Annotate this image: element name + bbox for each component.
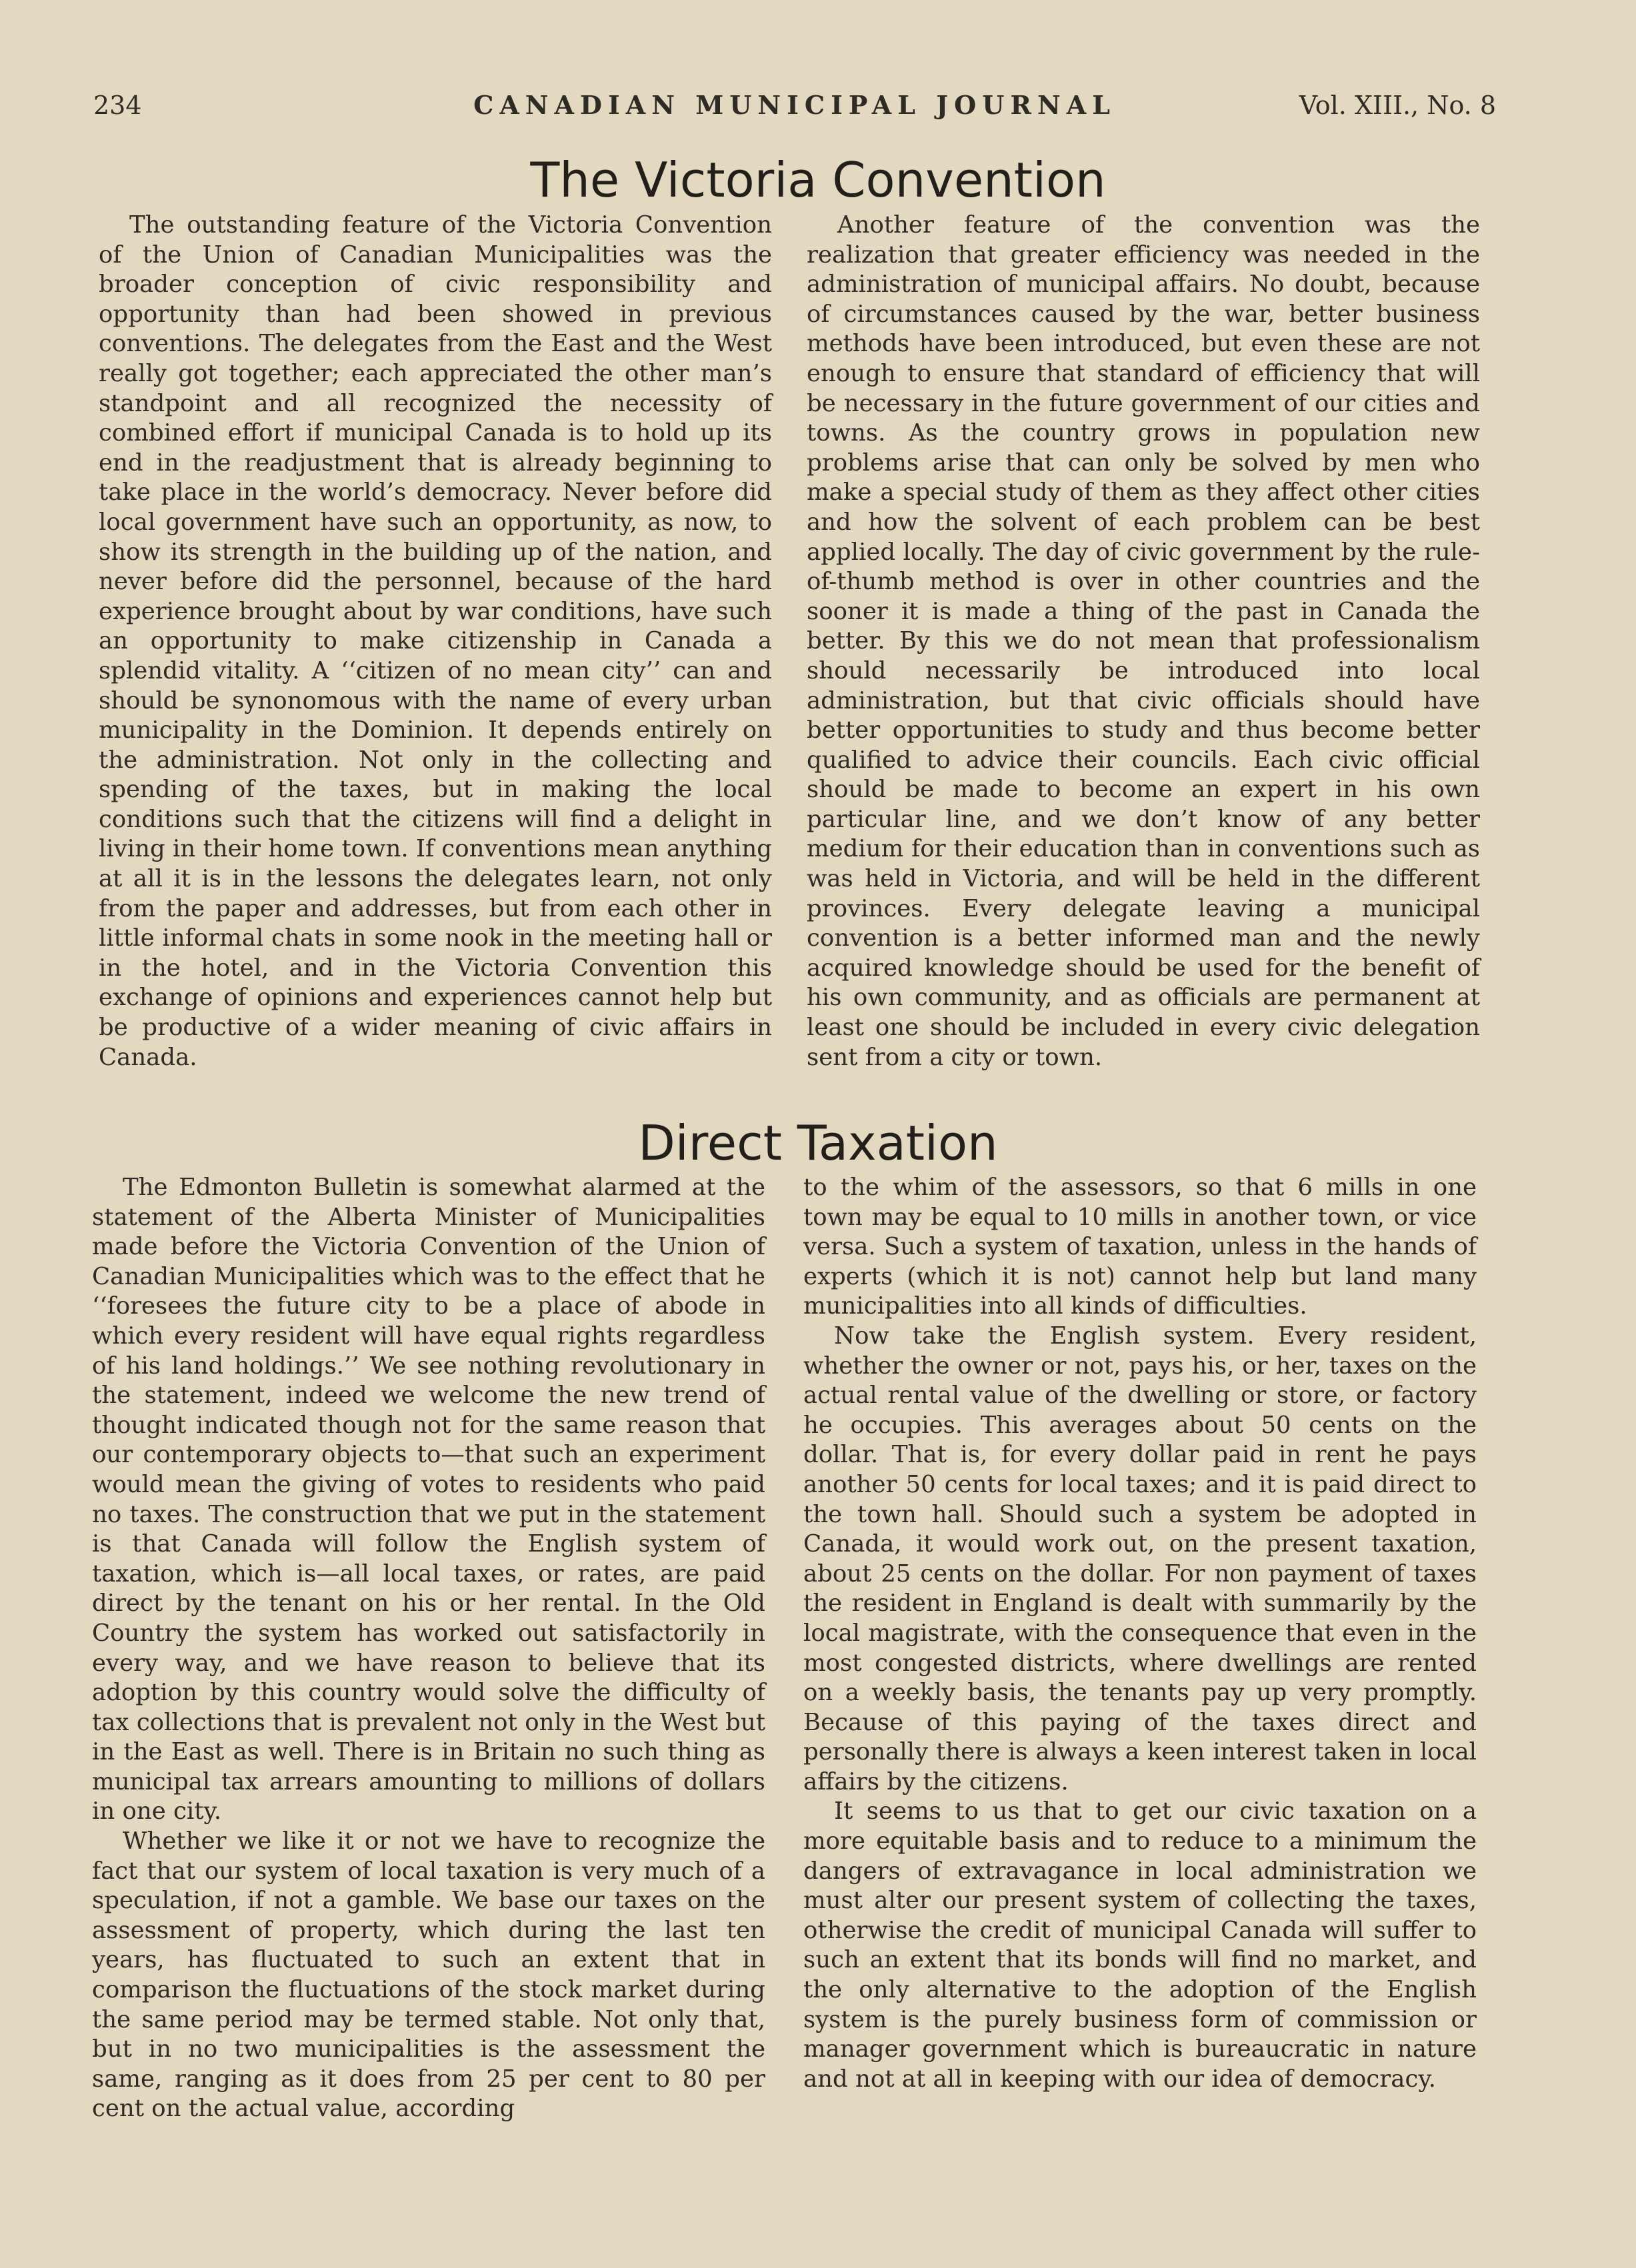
running-header — [93, 85, 1496, 125]
direct-taxation-column-1 — [92, 1173, 765, 2124]
paragraph: It seems to us that to get our civic taxation on a more equitable basis and to reduce to a minimum the dangers of extravagance in local administration we must alter our present system of collecting the taxes, otherwise the credit of municipal Canada will suffer to such an extent that its bonds will find no market, and the only alternative to the adoption of the English system is the purely business form of commission or manager government which is bureaucratic in nature and not at all in keeping with our idea of democracy. — [803, 1797, 1477, 2093]
article-title-victoria-convention: The Victoria Convention — [530, 152, 1106, 208]
victoria-convention-column-2 — [807, 211, 1480, 1072]
paragraph: Whether we like it or not we have to recognize the fact that our system of local taxation is very much of a speculation, if not a gamble. We base our taxes on the assessment of property, which during the last ten years, has fluctuated to such an extent that in comparison the fluctuations of the stock market during the same period may be termed stable. Not only that, but in no two municipalities is the assessment the same, ranging as it does from 25 per cent to 80 per cent on the actual value, according — [92, 1827, 765, 2123]
journal-title: CANADIAN MUNICIPAL JOURNAL — [473, 90, 1116, 120]
victoria-convention-column-1 — [99, 211, 772, 1072]
page-number: 234 — [93, 91, 142, 120]
volume-issue: Vol. XIII., No. 8 — [1299, 91, 1496, 120]
paragraph: Another feature of the convention was the realization that greater efficiency was needed in the administration of municipal affairs. No doubt, because of circumstances caused by the war, better business methods have been introduced, but even these are not enough to ensure that standard of efficiency that will be necessary in the future government of our cities and towns. As the country grows in population new problems arise that can only be solved by men who make a special study of them as they affect other cities and how the solvent of each problem can be best applied locally. The day of civic government by the rule-of-thumb method is over in other countries and the sooner it is made a thing of the past in Canada the better. By this we do not mean that professionalism should necessarily be introduced into local administration, but that civic officials should have better opportunities to study and thus become better qualified to advice their councils. Each civic official should be made to become an expert in his own particular line, and we don’t know of any better medium for their education than in conventions such as was held in Victoria, and will be held in the different provinces. Every delegate leaving a municipal convention is a better informed man and the newly acquired knowledge should be used for the benefit of his own community, and as officials are permanent at least one should be included in every civic delegation sent from a city or town. — [807, 211, 1480, 1071]
paragraph: Now take the English system. Every resident, whether the owner or not, pays his, or her, taxes on the actual rental value of the dwelling or store, or factory he occupies. This averages about 50 cents on the dollar. That is, for every dollar paid in rent he pays another 50 cents for local taxes; and it is paid direct to the town hall. Should such a system be adopted in Canada, it would work out, on the present taxation, about 25 cents on the dollar. For non payment of taxes the resident in England is dealt with summarily by the local magistrate, with the consequence that even in the most congested districts, where dwellings are rented on a weekly basis, the tenants pay up very promptly. Because of this paying of the taxes direct and personally there is always a keen interest taken in local affairs by the citizens. — [803, 1322, 1477, 1795]
direct-taxation-column-2 — [803, 1173, 1477, 2094]
paragraph: to the whim of the assessors, so that 6 mills in one town may be equal to 10 mills in another town, or vice versa. Such a system of taxation, unless in the hands of experts (which it is not) cannot help but land many municipalities into all kinds of difficulties. — [803, 1174, 1477, 1320]
article-title-direct-taxation: Direct Taxation — [638, 1115, 998, 1171]
paragraph: The outstanding feature of the Victoria Convention of the Union of Canadian Municipalities was the broader conception of civic responsibility and opportunity than had been showed in previous conventions. The delegates from the East and the West really got together; each appreciated the other man’s standpoint and all recognized the necessity of combined effort if municipal Canada is to hold up its end in the readjustment that is already beginning to take place in the world’s democracy. Never before did local government have such an opportunity, as now, to show its strength in the building up of the nation, and never before did the personnel, because of the hard experience brought about by war conditions, have such an opportunity to make citizenship in Canada a splendid vitality. A ‘‘citizen of no mean city’’ can and should be synonomous with the name of every urban municipality in the Dominion. It depends entirely on the administration. Not only in the collecting and spending of the taxes, but in making the local conditions such that the citizens will find a delight in living in their home town. If conventions mean anything at all it is in the lessons the delegates learn, not only from the paper and addresses, but from each other in little informal chats in some nook in the meeting hall or in the hotel, and in the Victoria Convention this exchange of opinions and experiences cannot help but be productive of a wider meaning of civic affairs in Canada. — [99, 211, 772, 1071]
paragraph: The Edmonton Bulletin is somewhat alarmed at the statement of the Alberta Minister of Municipalities made before the Victoria Convention of the Union of Canadian Municipalities which was to the effect that he ‘‘foresees the future city to be a place of abode in which every resident will have equal rights regardless of his land holdings.’’ We see nothing revolutionary in the statement, indeed we welcome the new trend of thought indicated though not for the same reason that our contemporary objects to—that such an experiment would mean the giving of votes to residents who paid no taxes. The construction that we put in the statement is that Canada will follow the English system of taxation, which is—all local taxes, or rates, are paid direct by the tenant on his or her rental. In the Old Country the system has worked out satisfactorily in every way, and we have reason to believe that its adoption by this country would solve the difficulty of tax collections that is prevalent not only in the West but in the East as well. There is in Britain no such thing as municipal tax arrears amounting to millions of dollars in one city. — [92, 1174, 765, 1825]
